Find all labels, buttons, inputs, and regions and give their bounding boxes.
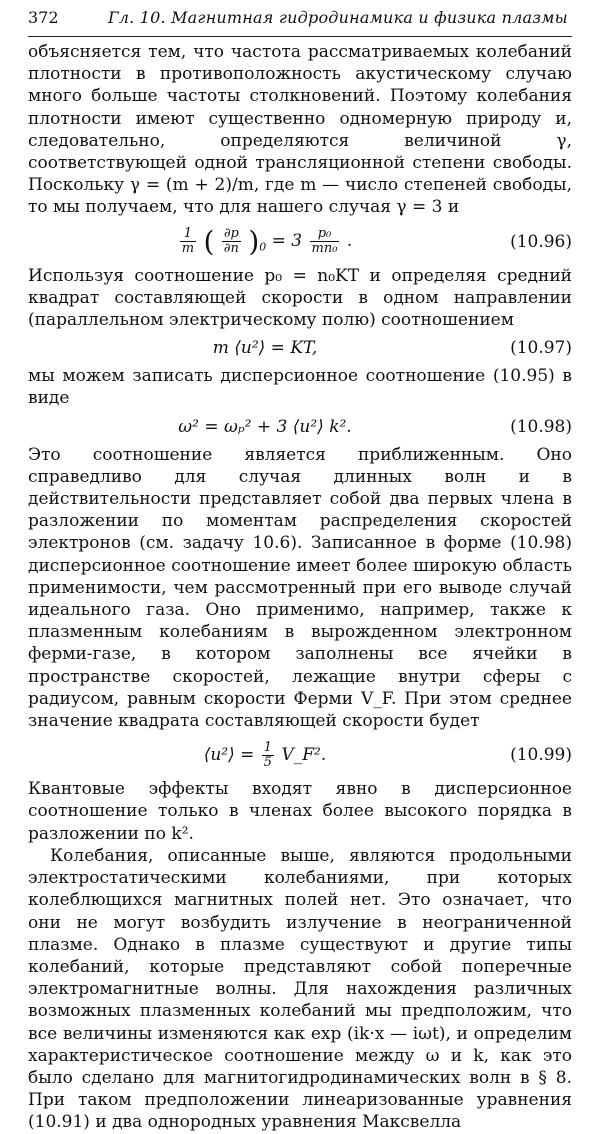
eq96-frac2-den: ∂n — [223, 241, 239, 257]
paragraph-5: Квантовые эффекты входят явно в дисперсионное соотношение только в членах более высокого порядка в разложении по k². — [28, 779, 572, 844]
equation-10-99-number: (10.99) — [510, 745, 572, 766]
eq99-fraction — [262, 741, 274, 770]
eq96-frac3-den: mn₀ — [311, 241, 338, 257]
equation-10-98 — [28, 410, 572, 444]
paragraph-4: Это соотношение является приближенным. Оно справедливо для случая длинных волн и в действительности представляет собой два первых члена в разложении по моментам распределения скоростей электронов (см. задачу 10.6). Записанное в форме (10.98) дисперсионное соотношение имеет более широкую область применимости, чем рассмотренный при его выводе случай идеального газа. Оно применимо, например, также к плазменным колебаниям в вырожденном электронном ферми-газе, в котором заполнены все ячейки в пространстве скоростей, лежащие внутри сферы с радиусом, равным скорости Ферми V_F. При этом среднее значение квадрата составляющей скорости будет — [28, 444, 572, 732]
equation-10-96-body — [28, 225, 502, 258]
eq96-subscript: 0 — [259, 240, 267, 254]
eq99-frac-den: 5 — [263, 754, 273, 770]
equation-10-99-body — [28, 741, 502, 770]
equation-10-98-body: ω² = ωₚ² + 3 ⟨u²⟩ k². — [178, 416, 352, 437]
eq96-fraction-3 — [310, 227, 340, 256]
eq96-fraction-1 — [180, 227, 196, 256]
running-title: Гл. 10. Магнитная гидродинамика и физика плазмы — [108, 8, 568, 27]
paragraph-3: мы можем записать дисперсионное соотношение (10.95) в виде — [28, 366, 572, 409]
eq96-middle: = 3 — [271, 231, 303, 252]
eq99-frac-num: 1 — [263, 739, 273, 755]
eq96-right-paren: ) — [248, 225, 260, 259]
eq96-frac1-den: m — [181, 241, 195, 257]
page-number: 372 — [28, 8, 59, 27]
paragraph-6: Колебания, описанные выше, являются продольными электростатическими колебаниями, при которых колеблющихся магнитных полей нет. Это означает, что они не могут возбудить излучение в неограниченной плазме. Однако в плазме существуют и другие типы колебаний, которые представляют собой поперечные электромагнитные волны. Для нахождения различных возможных плазменных колебаний мы предположим, что все величины изменяются как exp (ik·x — iωt), и определим характеристическое соотношение между ω и k, как это было сделано для магнитогидродинамических волн в § 8. При таком предположении линеаризованные уравнения (10.91) и два однородных уравнения Максвелла — [28, 845, 572, 1133]
header-rule — [28, 36, 572, 37]
page-header — [28, 8, 572, 32]
equation-10-98-number: (10.98) — [510, 416, 572, 437]
eq99-rhs: V_F². — [281, 744, 327, 765]
equation-10-97-body: m ⟨u²⟩ = KT, — [212, 338, 318, 359]
eq96-frac1-num: 1 — [180, 227, 196, 242]
paragraph-2: Используя соотношение p₀ = n₀KT и определяя средний квадрат составляющей скорости в одном направлении (параллельном электрическому полю) соотношением — [28, 265, 572, 331]
eq99-lhs: ⟨u²⟩ = — [203, 744, 255, 765]
eq96-tail: . — [346, 231, 353, 252]
equation-10-97 — [28, 331, 572, 365]
equation-10-96-number: (10.96) — [510, 231, 572, 252]
eq96-fraction-2 — [222, 227, 241, 256]
equation-10-99 — [28, 732, 572, 778]
eq96-left-paren: ( — [203, 225, 215, 259]
eq96-frac3-num: p₀ — [310, 227, 340, 242]
equation-10-97-number: (10.97) — [510, 338, 572, 359]
paragraph-1: объясняется тем, что частота рассматриваемых колебаний плотности в противоположность акустическому случаю много больше частоты столкновений. Поэтому колебания плотности имеют существенно одномерную природу и, следовательно, определяются величиной γ, соответствующей одной трансляционной степени свободы. Поскольку γ = (m + 2)/m, где m — число степеней свободы, то мы получаем, что для нашего случая γ = 3 и — [28, 42, 572, 218]
equation-10-96 — [28, 219, 572, 265]
eq96-frac2-num: ∂p — [222, 227, 241, 242]
